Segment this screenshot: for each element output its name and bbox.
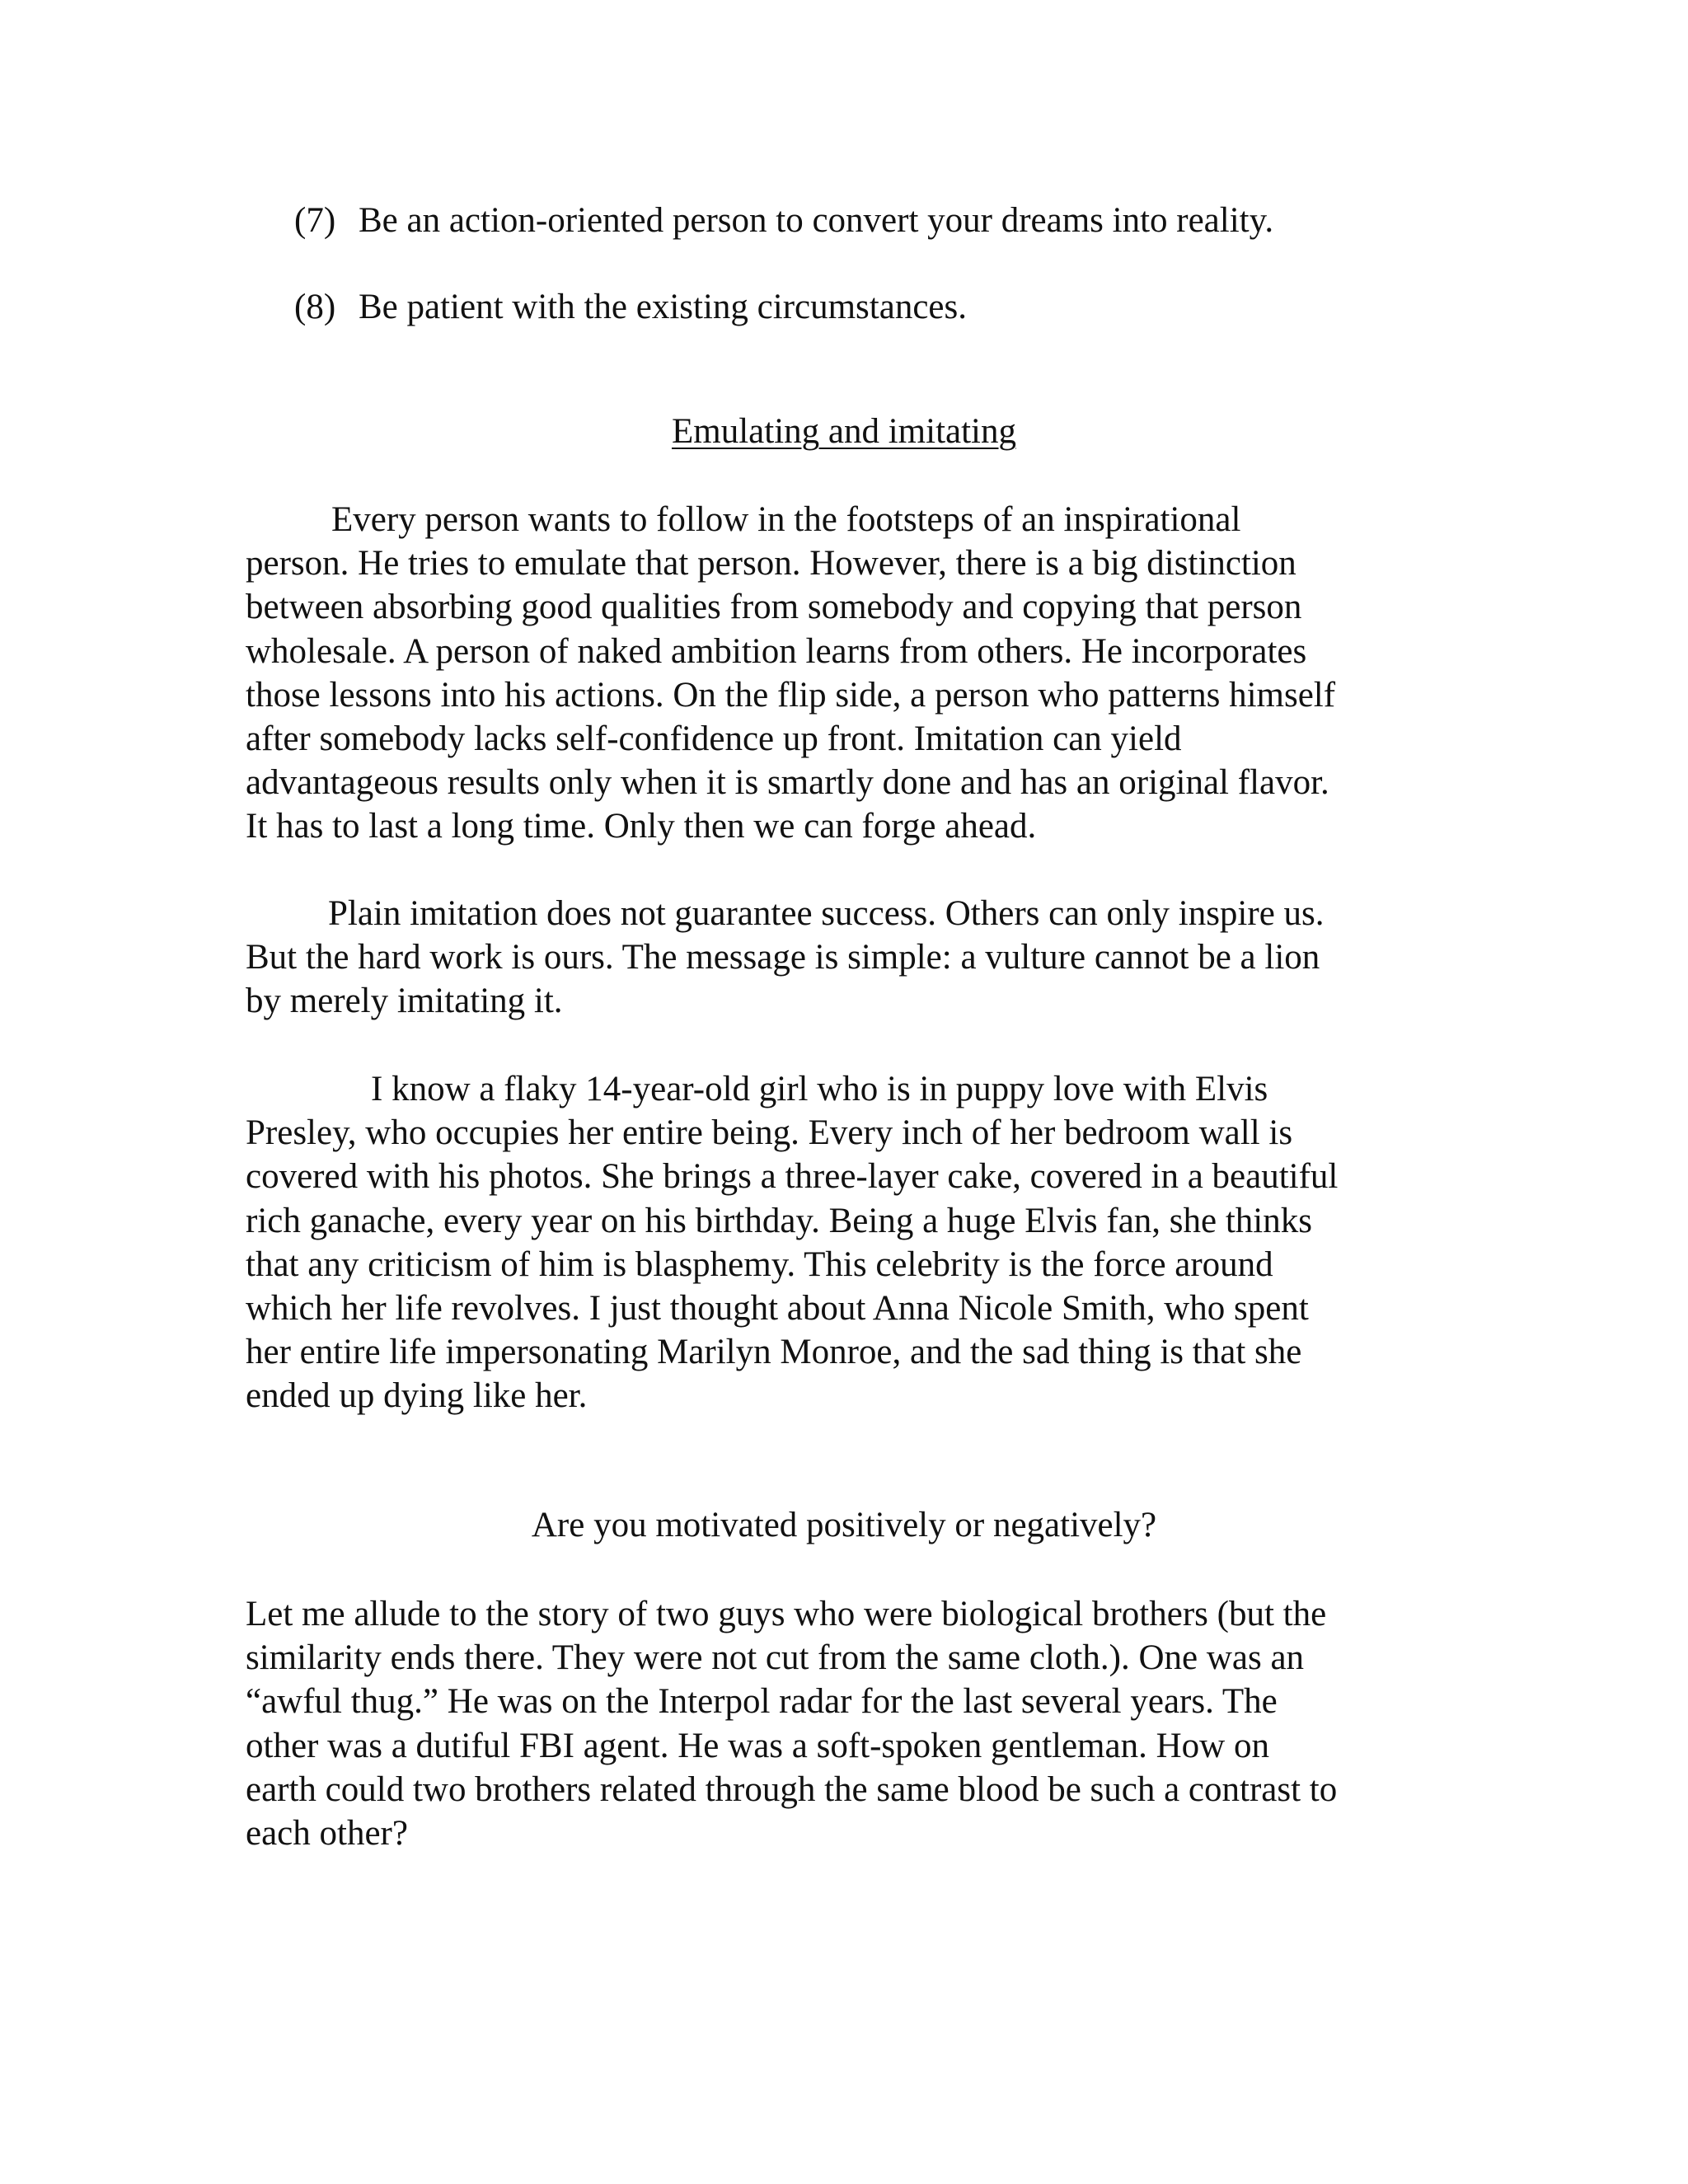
paragraph-line: between absorbing good qualities from somebody and copying that person bbox=[246, 588, 1302, 627]
paragraph-line: But the hard work is ours. The message is simple: a vulture cannot be a lion bbox=[246, 938, 1320, 977]
section-heading-text: Emulating and imitating bbox=[672, 412, 1016, 451]
paragraph-line: It has to last a long time. Only then we can forge ahead. bbox=[246, 807, 1037, 846]
paragraph-line: which her life revolves. I just thought about Anna Nicole Smith, who spent bbox=[246, 1289, 1309, 1329]
paragraph-line: covered with his photos. She brings a three-layer cake, covered in a beautiful bbox=[246, 1157, 1339, 1197]
paragraph-line: Presley, who occupies her entire being. Every inch of her bedroom wall is bbox=[246, 1113, 1293, 1153]
paragraph-line: wholesale. A person of naked ambition learns from others. He incorporates bbox=[246, 631, 1307, 671]
paragraph-line: that any criticism of him is blasphemy. This celebrity is the force around bbox=[246, 1244, 1273, 1284]
paragraph-line: similarity ends there. They were not cut from the same cloth.). One was an bbox=[246, 1638, 1305, 1678]
paragraph-line: rich ganache, every year on his birthday. Being a huge Elvis fan, she thinks bbox=[246, 1201, 1312, 1240]
paragraph-line: ended up dying like her. bbox=[246, 1376, 588, 1416]
paragraph-brothers bbox=[246, 1592, 1449, 1855]
paragraph-line: person. He tries to emulate that person. However, there is a big distinction bbox=[246, 544, 1296, 583]
paragraph-line: after somebody lacks self-confidence up front. Imitation can yield bbox=[246, 719, 1182, 759]
paragraph-line: Plain imitation does not guarantee success. Others can only inspire us. bbox=[328, 894, 1325, 933]
paragraph-line: each other? bbox=[246, 1814, 408, 1854]
paragraph-line: her entire life impersonating Marilyn Monroe, and the sad thing is that she bbox=[246, 1333, 1302, 1372]
paragraph-line: “awful thug.” He was on the Interpol radar for the last several years. The bbox=[246, 1682, 1278, 1722]
paragraph-imitation bbox=[246, 892, 1449, 1024]
paragraph-line: Let me allude to the story of two guys who were biological brothers (but the bbox=[246, 1595, 1327, 1633]
paragraph-line: those lessons into his actions. On the flip side, a person who patterns himself bbox=[246, 675, 1336, 715]
paragraph-emulate bbox=[246, 498, 1449, 849]
list-item-text: Be patient with the existing circumstances. bbox=[359, 288, 967, 326]
list-number: (7) bbox=[294, 201, 336, 240]
list-item-7 bbox=[294, 203, 1273, 238]
paragraph-elvis bbox=[246, 1067, 1449, 1418]
paragraph-line: earth could two brothers related through the same blood be such a contrast to bbox=[246, 1769, 1338, 1809]
paragraph-line: I know a flaky 14-year-old girl who is in puppy love with Elvis bbox=[371, 1070, 1268, 1108]
section-heading-text: Are you motivated positively or negatively? bbox=[531, 1506, 1157, 1544]
list-item-8 bbox=[294, 289, 967, 325]
list-item-text: Be an action-oriented person to convert your dreams into reality. bbox=[359, 201, 1274, 240]
paragraph-line: advantageous results only when it is smartly done and has an original flavor. bbox=[246, 763, 1329, 803]
section-heading-motivated bbox=[0, 1507, 1688, 1543]
paragraph-line: by merely imitating it. bbox=[246, 982, 563, 1021]
paragraph-line: Every person wants to follow in the footsteps of an inspirational bbox=[331, 500, 1241, 539]
paragraph-line: other was a dutiful FBI agent. He was a soft-spoken gentleman. How on bbox=[246, 1726, 1269, 1765]
section-heading-emulating bbox=[0, 414, 1688, 449]
list-number: (8) bbox=[294, 288, 336, 326]
